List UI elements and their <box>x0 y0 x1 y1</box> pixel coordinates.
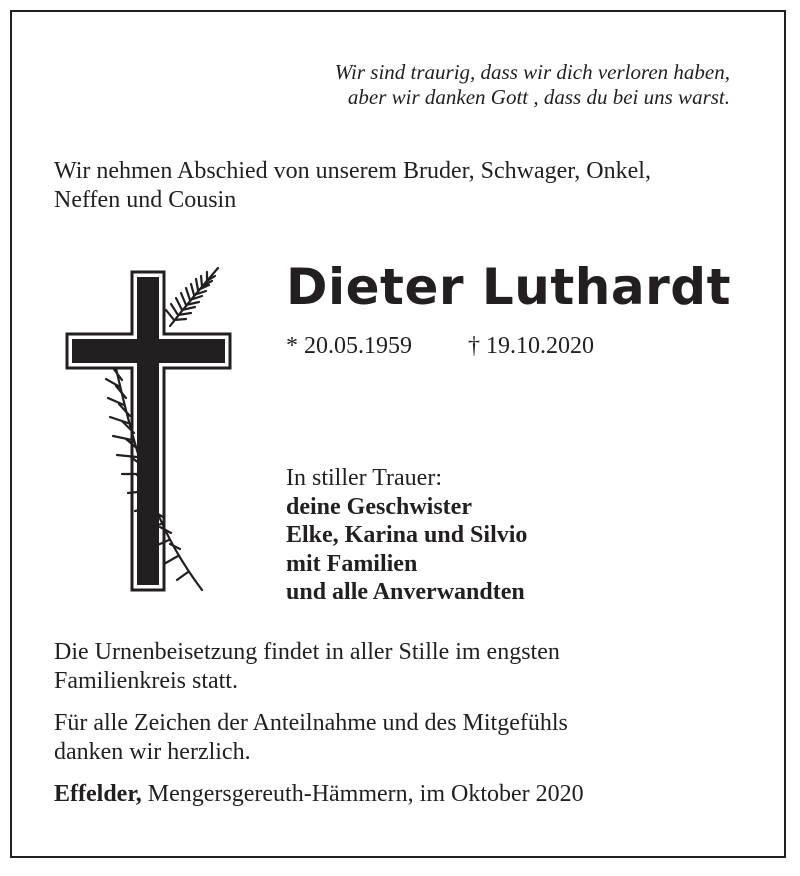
mourners-line-3: mit Familien <box>286 550 418 577</box>
place-and-month: Mengersgereuth-Hämmern, im Oktober 2020 <box>141 781 584 807</box>
mourners-heading: In stiller Trauer: <box>286 465 442 491</box>
birth-date: * 20.05.1959 <box>286 333 412 359</box>
thanks-text <box>54 709 774 767</box>
thanks-line-2: danken wir herzlich. <box>54 739 251 765</box>
intro-text <box>54 157 774 215</box>
cross-with-palm-branch-icon <box>62 262 242 600</box>
mourners-line-1: deine Geschwister <box>286 493 472 520</box>
mourners-line-2: Elke, Karina und Silvio <box>286 522 528 548</box>
opening-quote <box>230 60 730 110</box>
place-and-date <box>54 780 774 809</box>
place-name: Effelder, <box>54 781 142 807</box>
mourners-block <box>286 464 527 607</box>
funeral-notice-line-1: Die Urnenbeisetzung findet in aller Stille im engsten <box>54 639 560 665</box>
mourners-line-4: und alle Anverwandten <box>286 579 525 605</box>
funeral-notice <box>54 638 774 696</box>
quote-line-1: Wir sind traurig, dass wir dich verloren haben, <box>334 60 730 84</box>
intro-line-2: Neffen und Cousin <box>54 187 237 213</box>
death-date: † 19.10.2020 <box>468 333 594 359</box>
funeral-notice-line-2: Familienkreis statt. <box>54 668 238 694</box>
life-dates <box>286 331 594 361</box>
thanks-line-1: Für alle Zeichen der Anteilnahme und des Mitgefühls <box>54 710 568 736</box>
deceased-name: Dieter Luthardt <box>286 258 731 316</box>
intro-line-1: Wir nehmen Abschied von unserem Bruder, Schwager, Onkel, <box>54 158 651 184</box>
quote-line-2: aber wir danken Gott , dass du bei uns warst. <box>347 85 730 109</box>
